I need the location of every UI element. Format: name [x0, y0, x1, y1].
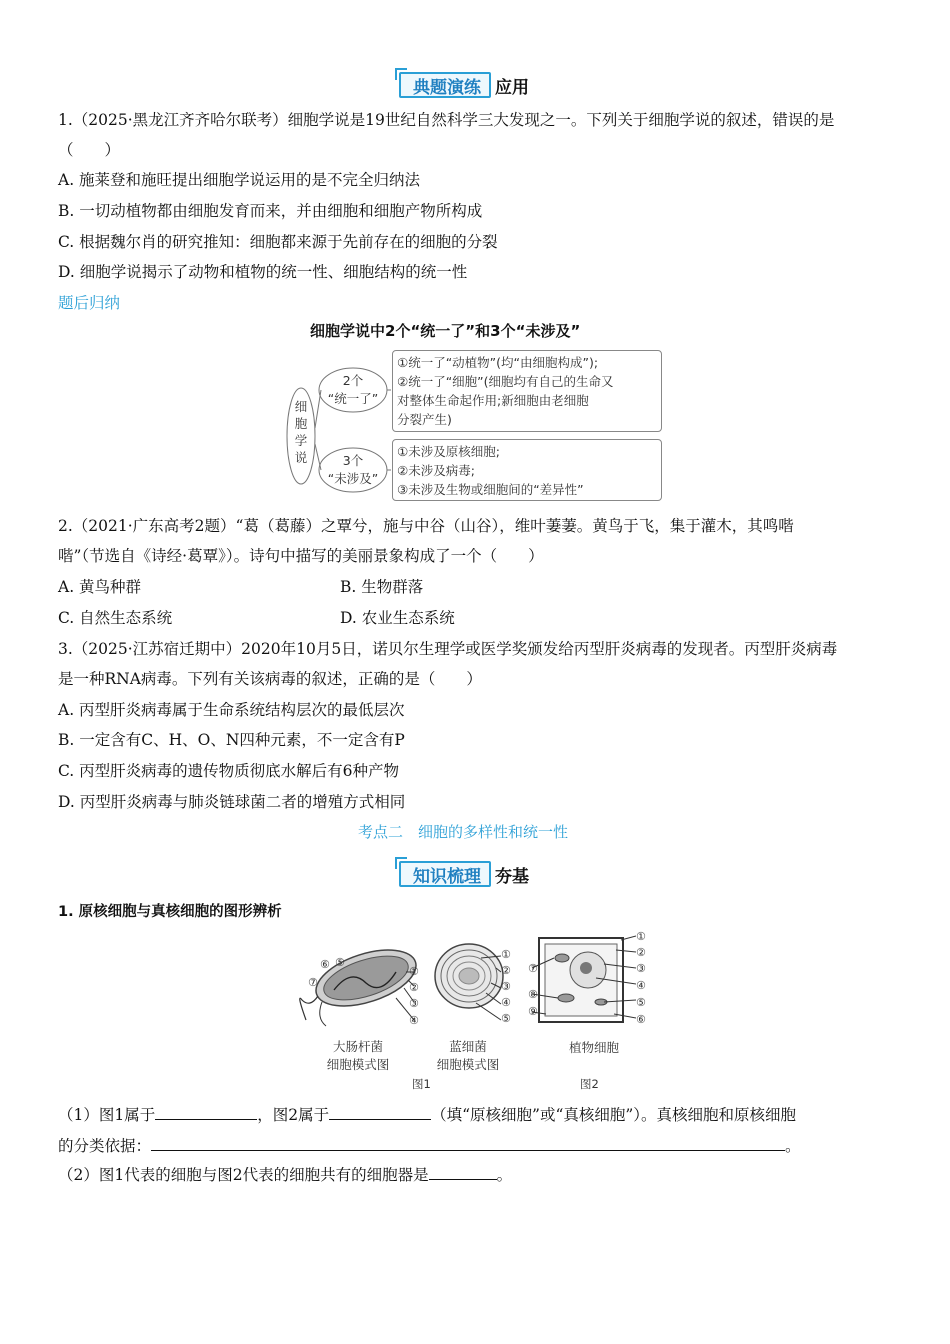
- fill1-blank-fig1[interactable]: [155, 1104, 257, 1120]
- q2-stem-line2: 喈”（节选自《诗经·葛覃》）。诗句中描写的美丽景象构成了一个（ ）: [58, 547, 544, 565]
- kaodian-heading: 考点二 细胞的多样性和统一性: [358, 823, 569, 841]
- branch1-count: 2个: [342, 373, 364, 388]
- q2-option-c: C. 自然生态系统: [58, 609, 173, 627]
- branch2-label: “未涉及”: [327, 471, 379, 486]
- section-banner-knowledge: [399, 859, 529, 889]
- branch1-content: [397, 353, 614, 429]
- ecoli-illustration: [300, 939, 423, 1026]
- fill1-line2: [58, 1134, 801, 1156]
- branch1-line: 对整体生命起作用;新细胞由老细胞: [397, 393, 589, 408]
- q3-stem-line2: 是一种RNA病毒。下列有关该病毒的叙述，正确的是（ ）: [58, 670, 482, 688]
- fill1-text: ，图2属于: [257, 1106, 330, 1124]
- q3-stem-line1: 3.（2025·江苏宿迁期中）2020年10月5日，诺贝尔生理学或医学奖颁发给丙型肝炎病毒的发现者。丙型肝炎病毒: [58, 640, 838, 658]
- banner-suffix: 应用: [495, 77, 529, 98]
- q1-option-d: D. 细胞学说揭示了动物和植物的统一性、细胞结构的统一性: [58, 263, 468, 281]
- q1-bracket: （ ）: [58, 141, 121, 159]
- fill1-text: 。: [785, 1137, 801, 1155]
- plant-number: ⑨: [528, 1005, 538, 1018]
- fill2-text: （2）图1代表的细胞与图2代表的细胞共有的细胞器是: [58, 1166, 429, 1184]
- branch1-line: 分裂产生): [397, 412, 452, 427]
- cell-illustrations: [296, 928, 656, 1028]
- q2-stem-line1: 2.（2021·广东高考2题）“葛（葛藤）之覃兮，施与中谷（山谷），维叶萋萋。黄鸟于飞，集于灌木，其鸣喈: [58, 517, 794, 535]
- cyano-caption-line: 蓝细菌: [449, 1039, 487, 1054]
- fill1-text: （填“原核细胞”或“真核细胞”）。真核细胞和原核细胞: [431, 1106, 797, 1124]
- q1-option-a: A. 施莱登和施旺提出细胞学说运用的是不完全归纳法: [58, 171, 421, 189]
- q3-option-a: A. 丙型肝炎病毒属于生命系统结构层次的最低层次: [58, 701, 405, 719]
- ecoli-number: ①: [409, 965, 419, 978]
- fill1-blank-basis[interactable]: [151, 1135, 785, 1151]
- branch2-line: ③未涉及生物或细胞间的“差异性”: [397, 482, 584, 497]
- q1-stem: 1.（2025·黑龙江齐齐哈尔联考）细胞学说是19世纪自然科学三大发现之一。下列关于细胞学说的叙述，错误的是: [58, 111, 835, 129]
- q1-option-c: C. 根据魏尔肖的研究推知：细胞都来源于先前存在的细胞的分裂: [58, 233, 498, 251]
- banner-suffix: 夯基: [495, 866, 529, 887]
- cyano-number: ③: [501, 980, 511, 993]
- diagram-root: [292, 398, 310, 466]
- fig2-label: 图2: [580, 1077, 599, 1091]
- fill1-text: 的分类依据：: [58, 1137, 152, 1155]
- cyano-number: ⑤: [501, 1012, 511, 1025]
- diagram-root-char: 学: [294, 433, 308, 448]
- fig1-label: 图1: [412, 1077, 431, 1091]
- ecoli-number: ⑥: [320, 958, 330, 971]
- fill2-text: 。: [496, 1166, 513, 1184]
- ecoli-number: ③: [409, 997, 419, 1010]
- diagram-root-char: 胞: [294, 416, 308, 431]
- section-banner-practice: [399, 70, 529, 100]
- ecoli-caption-line: 细胞模式图: [326, 1057, 390, 1072]
- diagram-root-char: 说: [294, 450, 308, 465]
- branch1-line: ②统一了“细胞”(细胞均有自己的生命又: [397, 374, 614, 389]
- diagram-root-char: 细: [294, 399, 308, 414]
- plant-caption: 植物细胞: [568, 1040, 619, 1055]
- cyano-illustration: [435, 944, 503, 1020]
- q3-option-d: D. 丙型肝炎病毒与肺炎链球菌二者的增殖方式相同: [58, 793, 406, 811]
- branch2-content: [397, 442, 584, 499]
- q2-option-d: D. 农业生态系统: [340, 609, 455, 627]
- cyano-number: ④: [501, 996, 511, 1009]
- plant-number: ⑧: [528, 988, 538, 1001]
- cyano-number: ②: [501, 964, 511, 977]
- plant-number: ⑦: [528, 962, 538, 975]
- cyano-caption-line: 细胞模式图: [436, 1057, 500, 1072]
- banner-tag: 典题演练: [399, 72, 491, 98]
- branch1-label: “统一了”: [327, 391, 379, 406]
- plant-number: ④: [636, 979, 646, 992]
- plant-number: ⑥: [636, 1013, 646, 1026]
- ecoli-caption: [318, 1038, 398, 1074]
- plant-number: ①: [636, 930, 646, 943]
- ecoli-number: ④: [409, 1014, 419, 1027]
- q2-option-a: A. 黄鸟种群: [58, 578, 142, 596]
- plant-number: ⑤: [636, 996, 646, 1009]
- fill2-line: [58, 1163, 512, 1185]
- fill1-text: （1）图1属于: [58, 1106, 156, 1124]
- q2-option-b: B. 生物群落: [340, 578, 424, 596]
- branch2-node: [320, 452, 386, 488]
- fill1-blank-fig2[interactable]: [329, 1104, 431, 1120]
- summary-label: 题后归纳: [58, 294, 121, 312]
- fill1-line1: [58, 1103, 796, 1125]
- fill2-blank-organelle[interactable]: [429, 1164, 497, 1180]
- plant-cell-illustration: [532, 936, 636, 1022]
- banner-tag: 知识梳理: [399, 861, 491, 887]
- q3-option-b: B. 一定含有C、H、O、N四种元素，不一定含有P: [58, 731, 405, 749]
- branch1-line: ①统一了“动植物”(均“由细胞构成”);: [397, 355, 599, 370]
- branch2-count: 3个: [342, 453, 364, 468]
- point1-title: 1. 原核细胞与真核细胞的图形辨析: [58, 904, 282, 920]
- cyano-number: ①: [501, 948, 511, 961]
- ecoli-number: ②: [409, 981, 419, 994]
- branch2-line: ②未涉及病毒;: [397, 463, 475, 478]
- ecoli-number: ⑦: [308, 976, 318, 989]
- ecoli-caption-line: 大肠杆菌: [332, 1039, 383, 1054]
- branch2-line: ①未涉及原核细胞;: [397, 444, 500, 459]
- summary-title: 细胞学说中2个“统一了”和3个“未涉及”: [310, 322, 581, 340]
- plant-number: ②: [636, 946, 646, 959]
- q1-option-b: B. 一切动植物都由细胞发育而来，并由细胞和细胞产物所构成: [58, 202, 483, 220]
- cyano-caption: [428, 1038, 508, 1074]
- branch1-node: [320, 372, 386, 408]
- q3-option-c: C. 丙型肝炎病毒的遗传物质彻底水解后有6种产物: [58, 762, 400, 780]
- plant-number: ③: [636, 962, 646, 975]
- ecoli-number: ⑤: [335, 956, 345, 969]
